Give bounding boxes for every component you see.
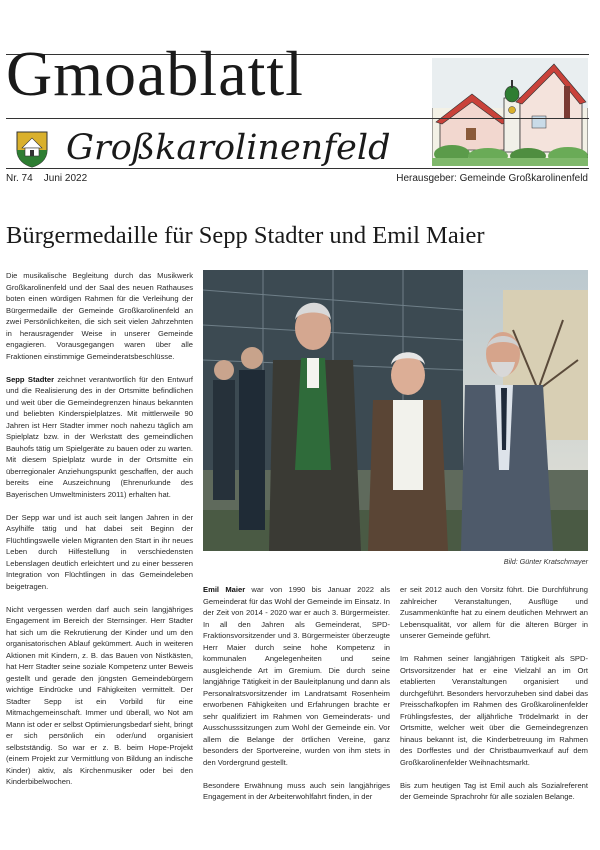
person-name: Emil Maier (203, 585, 246, 594)
paragraph: Nicht vergessen werden darf auch sein langjähriges Engagement im Bereich der Sternsinger. Herr Stadter hat sich um die Rekrutierung der Kinder und um den organisatorischen Ablauf gekümmert. Auch in weiteren Aktionen mit Kindern, z. B. das Bauen von Nistkästen, hat Herr Stadter seine soziale Kompetenz unter Beweis gestellt und gerade den jüngsten Gemeindebürgern wichtige Eindrücke und Fähigkeiten vermittelt. Der Stadter Sepp ist ein Vorbild für eine Mitmachgemeinschaft. Immer und überall, wo Not am Mann ist oder er selbst Optimierungsbedarf sieht, bringt er sich persönlich ein oder/und organisiert selbstständig. So war er z. B. beim Hope-Projekt (einem Projekt zur Vermittlung von Bildung an indische Kinder) aktiv, als Kirchenmusiker oder bei den Kinderbibelwochen. (6, 604, 193, 786)
article-column-3 (400, 584, 588, 814)
masthead-mid-rule (6, 118, 589, 119)
village-church-illustration (432, 58, 588, 166)
paragraph: Im Rahmen seiner langjährigen Tätigkeit als SPD-Ortsvorsitzender hat er eine Vielzahl an im Ort etablierten Veranstaltungen organisiert und durchgeführt. Besonders hervorzuheben sind dabei das Preisschafkopfen im Rahmen des Großkarolinenfelder Frühlingsfestes, der alljährliche Trödelmarkt in der Ortsmitte, welcher weit über die Gemeindegrenzen hinaus bekannt ist, die Kinderbetreuung im Rahmen des Dorffestes und der Christbaumverkauf auf dem Großkarolinenfelder Weihnachtsmarkt. (400, 654, 588, 767)
paragraph: Besondere Erwähnung muss auch sein langjähriges Engagement in der Arbeiterwohlfahrt finden, in der (203, 780, 390, 801)
paragraph: Sepp Stadter zeichnet verantwortlich für den Entwurf und die Realisierung des in der Ortsmitte befindlichen und weit über die Gemeindegrenzen hinaus bekannten und beliebten Kinderspielplatzes. Mit mittlerweile 90 Jahren ist Herr Stadter immer noch nahezu täglich am Spielplatz bzw. in der Werkstatt des gemeindlichen Bauhofs tätig um Spielgeräte zu bauen oder zu warten. Mit diesem Spielplatz wurde in der Ortsmitte ein überregionaler Anziehungspunkt geschaffen, der auch bereits eine Auszeichnung (Ehrenurkunde des Bayerischen Umweltministers 2011) erhalten hat. (6, 374, 193, 499)
masthead-title: Gmoablattl (6, 38, 304, 109)
publisher-info: Herausgeber: Gemeinde Großkarolinenfeld (396, 173, 588, 184)
masthead-bottom-rule (6, 168, 589, 169)
masthead-subtitle: Großkarolinenfeld (66, 128, 391, 168)
paragraph: Emil Maier war von 1990 bis Januar 2022 als Gemeinderat für das Wohl der Gemeinde im Einsatz. In der Zeit von 2014 - 2020 war er auch 3. Bürgermeister. In all den Jahren als Gemeinderat, SPD-Fraktionsvorsitzender und 3. Bürgermeister überzeugte Herr Maier durch seine hohe Kompetenz in kommunalen Angelegenheiten und seine ausgleichende Art im Gremium. Die durch seine langjährige Tätigkeit in der Bauleitplanung und dann als Personalratsvorsitzender im Landratsamt Rosenheim erworbenen Fähigkeiten und Erfahrungen brachte er sehr qualifiziert im Rahmen von Gemeinderats- und Ausschusssitzungen zum Wohl der Gemeinde ein. Vor allem die Belange der örtlichen Vereine, ganz besonders der Sportvereine, wurden von ihm stets in den Vordergrund gestellt. (203, 585, 390, 767)
article-column-2 (203, 584, 390, 814)
award-photo (203, 270, 588, 551)
paragraph: Die musikalische Begleitung durch das Musikwerk Großkarolinenfeld und der Saal des neuen Rathauses boten einen würdigen Rahmen für die Verleihung der Bürgermedaille der Gemeinde Großkarolinenfeld an zwei Persönlichkeiten, die sich seit vielen Jahrzehnten in herausragender Weise in unserer Gemeinde engagieren. Vorausgegangen waren über alle Fraktionen einstimmige Gemeinderatsbeschlüsse. (6, 271, 193, 361)
paragraph: Bis zum heutigen Tag ist Emil auch als Sozialreferent der Gemeinde Sprachrohr für alle sozialen Belange. (400, 780, 588, 801)
photo-caption: Bild: Günter Kratschmayer (503, 557, 588, 566)
paragraph: Der Sepp war und ist auch seit langen Jahren in der Asylhilfe tätig und hat dabei seit Beginn der Flüchtlingswelle vielen Migranten den Start in ihr neues Leben durch Hilfestellung in verschiedensten Lebenslagen deutlich erleichtert und zu einer besseren Integration von Flüchtlingen in das Gemeindeleben beigetragen. (6, 512, 193, 591)
issue-info: Nr. 74 Juni 2022 (6, 173, 88, 184)
article-headline: Bürgermedaille für Sepp Stadter und Emil Maier (6, 222, 485, 249)
paragraph: er seit 2012 auch den Vorsitz führt. Die Durchführung zahlreicher Veranstaltungen, Ausflüge und Zusammenkünfte hat zu einem deutlichen Mehrwert an Lebensqualität, vor allem für die älteren Bürger in unserer Gemeinde geführt. (400, 585, 588, 640)
article-column-1 (6, 270, 193, 799)
person-name: Sepp Stadter (6, 374, 55, 384)
municipal-crest-icon (15, 130, 49, 168)
